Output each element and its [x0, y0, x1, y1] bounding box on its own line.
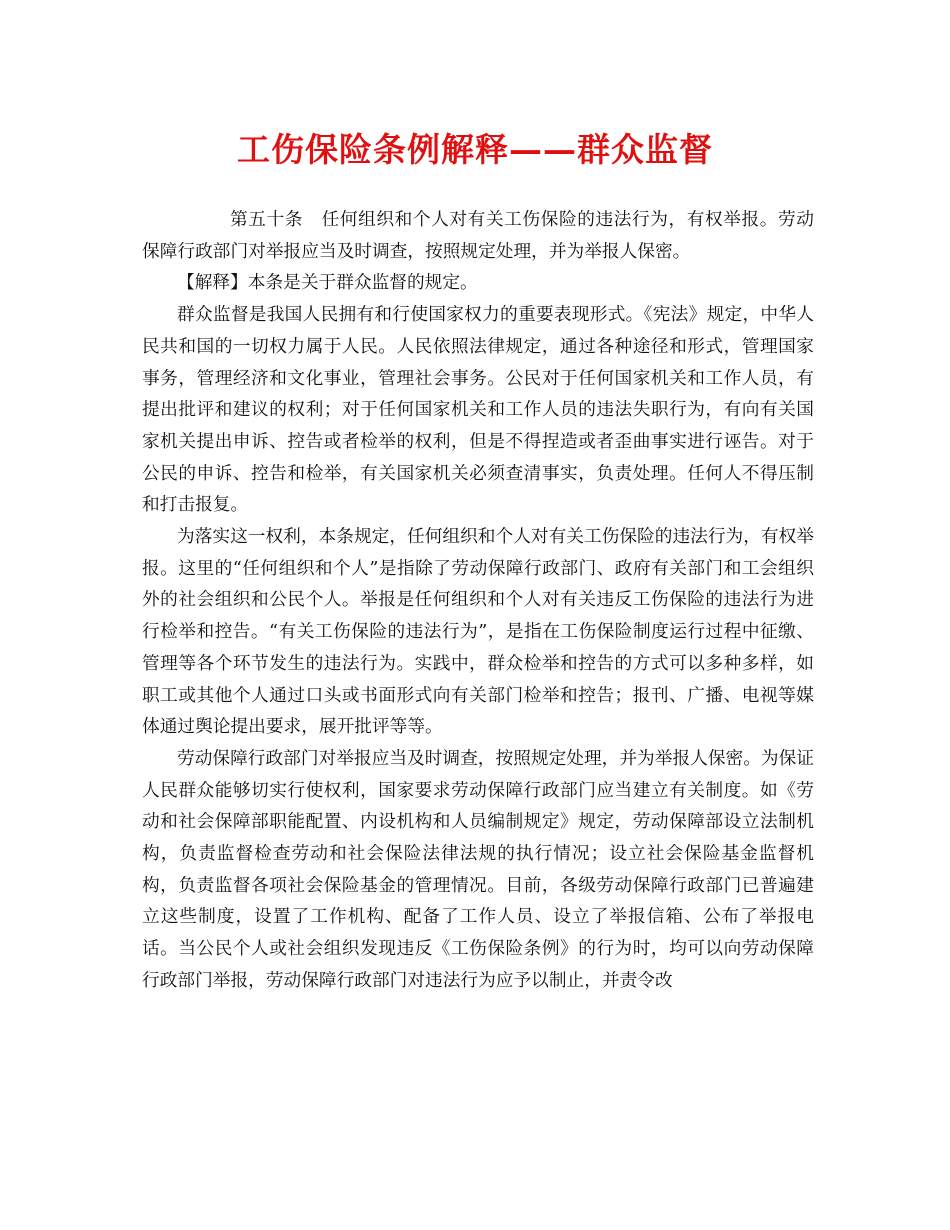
body-paragraph-3: 劳动保障行政部门对举报应当及时调查，按照规定处理，并为举报人保密。为保证人民群众能够切实行使权利，国家要求劳动保障行政部门应当建立有关制度。如《劳动和社会保障部职能配置、内设机构和人员编制规定》规定，劳动保障部设立法制机构，负责监督检查劳动和社会保险法律法规的执行情况；设立社会保险基金监督机构，负责监督各项社会保险基金的管理情况。目前，各级劳动保障行政部门已普遍建立这些制度，设置了工作机构、配备了工作人员、设立了举报信箱、公布了举报电话。当公民个人或社会组织发现违反《工伤保险条例》的行为时，均可以向劳动保障行政部门举报，劳动保障行政部门对违法行为应予以制止，并责令改 [142, 748, 814, 991]
body-paragraph-2: 为落实这一权利，本条规定，任何组织和个人对有关工伤保险的违法行为，有权举报。这里的“任何组织和个人”是指除了劳动保障行政部门、政府有关部门和工会组织外的社会组织和公民个人。举报是任何组织和个人对有关违反工伤保险的违法行为进行检举和控告。“有关工伤保险的违法行为”，是指在工伤保险制度运行过程中征缴、管理等各个环节发生的违法行为。实践中，群众检举和控告的方式可以多种多样，如职工或其他个人通过口头或书面形式向有关部门检举和控告；报刊、广播、电视等媒体通过舆论提出要求，展开批评等等。 [142, 527, 814, 738]
article-text: 任何组织和个人对有关工伤保险的违法行为，有权举报。劳动保障行政部门对举报应当及时调查，按照规定处理，并为举报人保密。 [142, 210, 814, 262]
article-label: 第五十条 [230, 210, 304, 230]
article-paragraph [142, 205, 814, 268]
document-body [142, 205, 814, 998]
explanation-paragraph: 【解释】本条是关于群众监督的规定。 [177, 273, 478, 294]
page-title: 工伤保险条例解释——群众监督 [237, 130, 713, 169]
body-paragraph-1: 群众监督是我国人民拥有和行使国家权力的重要表现形式。《宪法》规定，中华人民共和国的一切权力属于人民。人民依照法律规定，通过各种途径和形式，管理国家事务，管理经济和文化事业，管理社会事务。公民对于任何国家机关和工作人员，有提出批评和建议的权利；对于任何国家机关和工作人员的违法失职行为，有向有关国家机关提出申诉、控告或者检举的权利，但是不得捏造或者歪曲事实进行诬告。对于公民的申诉、控告和检举，有关国家机关必须查清事实，负责处理。任何人不得压制和打击报复。 [142, 305, 814, 516]
